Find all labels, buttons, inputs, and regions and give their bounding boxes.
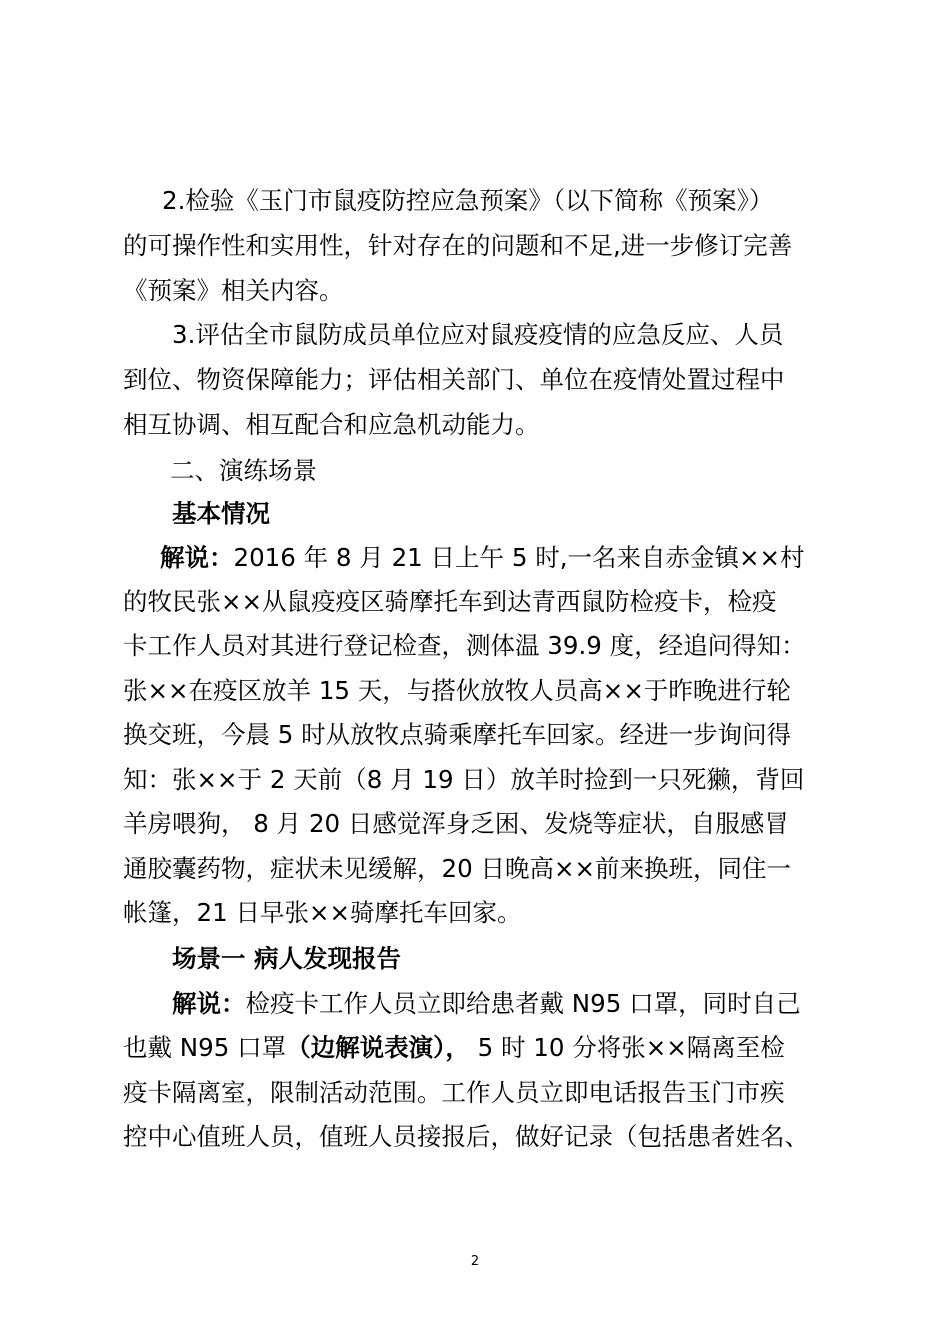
basic-paragraph-line-9: 帐篷，21 日早张××骑摩托车回家。: [123, 898, 522, 927]
scene1-paragraph-line-2: [123, 1031, 785, 1065]
narration-label: 解说：: [160, 543, 234, 572]
scene1-line-2-part-a: 也戴 N95 口罩: [123, 1033, 287, 1062]
scene1-paragraph-line-4: 控中心值班人员，值班人员接报后，做好记录（包括患者姓名、: [123, 1122, 809, 1151]
paragraph-3-line-3: 相互协调、相互配合和应急机动能力。: [123, 410, 540, 439]
basic-paragraph-line-1: [160, 541, 805, 575]
basic-paragraph-line-3: 卡工作人员对其进行登记检查，测体温 39.9 度，经追问得知：: [123, 631, 806, 660]
basic-paragraph-line-7: 羊房喂狗， 8 月 20 日感觉浑身乏困、发烧等症状，自服感冒: [123, 809, 789, 838]
basic-paragraph-line-8: 通胶囊药物，症状未见缓解，20 日晚高××前来换班，同住一: [123, 854, 792, 883]
scene1-line-2-part-c: 5 时 10 分将张××隔离至检: [469, 1033, 785, 1062]
basic-paragraph-line-5: 换交班，今晨 5 时从放牧点骑乘摩托车回家。经进一步询问得: [123, 720, 792, 749]
basic-paragraph-line-1-text: 2016 年 8 月 21 日上午 5 时,一名来自赤金镇××村: [233, 543, 805, 572]
paragraph-3-line-2: 到位、物资保障能力；评估相关部门、单位在疫情处置过程中: [123, 365, 785, 394]
subheading-scene-one: 场景一 病人发现报告: [172, 944, 402, 973]
paragraph-2-line-2: 的可操作性和实用性，针对存在的问题和不足,进一步修订完善: [123, 231, 793, 260]
basic-paragraph-line-6: 知：张××于 2 天前（8 月 19 日）放羊时捡到一只死獭，背回: [123, 765, 805, 794]
paragraph-2-line-1: 2.检验《玉门市鼠疫防控应急预案》（以下简称《预案》）: [162, 186, 774, 215]
basic-paragraph-line-4: 张××在疫区放羊 15 天，与搭伙放牧人员高××于昨晚进行轮: [123, 676, 791, 705]
basic-paragraph-line-2: 的牧民张××从鼠疫疫区骑摩托车到达青西鼠防检疫卡，检疫: [123, 587, 777, 616]
subheading-basic-situation: 基本情况: [172, 499, 270, 528]
section-heading-scenario: 二、演练场景: [170, 456, 317, 485]
scene1-paragraph-line-1: [172, 987, 801, 1021]
scene1-paragraph-line-1-text: 检疫卡工作人员立即给患者戴 N95 口罩，同时自己: [245, 989, 801, 1018]
performance-note: （边解说表演），: [286, 1033, 470, 1062]
paragraph-3-line-1: 3.评估全市鼠防成员单位应对鼠疫疫情的应急反应、人员: [172, 320, 784, 349]
scene1-paragraph-line-3: 疫卡隔离室，限制活动范围。工作人员立即电话报告玉门市疾: [123, 1078, 785, 1107]
page-number: 2: [470, 1254, 480, 1269]
narration-label: 解说：: [172, 989, 246, 1018]
paragraph-2-line-3: 《预案》相关内容。: [123, 276, 344, 305]
